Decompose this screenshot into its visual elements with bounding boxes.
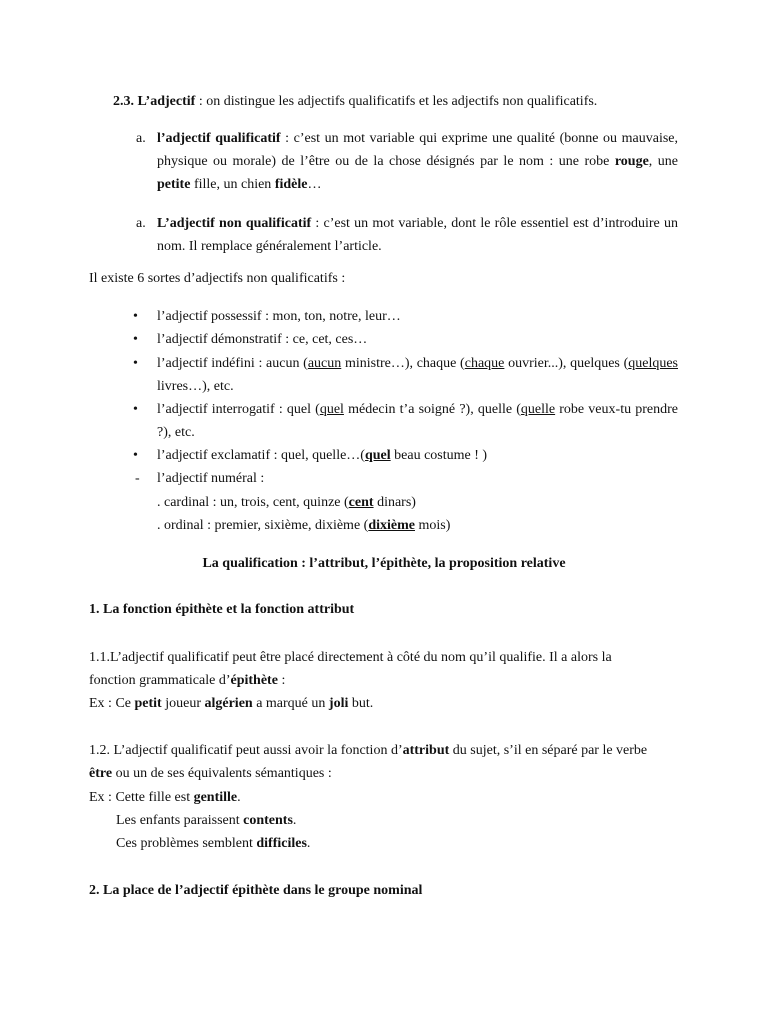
underlined-quel: quel bbox=[319, 402, 344, 417]
ex2-word-contents: contents bbox=[243, 813, 293, 828]
underlined-quelle: quelle bbox=[520, 402, 556, 417]
example-2-line-2 bbox=[116, 809, 296, 832]
list-marker-a-2: a. bbox=[136, 216, 146, 231]
qualificatif-text-3: fille, un chien bbox=[190, 177, 275, 192]
p12-text-a: 1.2. L’adjectif qualificatif peut aussi avoir la fonction d’ bbox=[89, 743, 403, 758]
cardinal-text-b: dinars) bbox=[373, 495, 416, 510]
interrogatif-text-b: médecin t’a soigné ?), quelle ( bbox=[343, 402, 521, 417]
bullet: • bbox=[133, 356, 138, 371]
ex1-text-d: but. bbox=[348, 696, 374, 711]
underlined-bold-cent: cent bbox=[348, 495, 374, 510]
ordinal-text-b: mois) bbox=[414, 518, 451, 533]
ex2-line3-text-b: . bbox=[306, 836, 311, 851]
qualificatif-text-2: , une bbox=[648, 154, 678, 169]
section-intro-text: : on distingue les adjectifs qualificatifs et les adjectifs non qualificatifs. bbox=[195, 94, 598, 109]
bullet: • bbox=[133, 332, 138, 347]
underlined-bold-dixieme: dixième bbox=[368, 518, 415, 533]
qualification-heading-text: La qualification : l’attribut, l’épithète, la proposition relative bbox=[202, 556, 566, 571]
interrogatif-text-a: l’adjectif interrogatif : quel ( bbox=[157, 402, 320, 417]
underlined-aucun: aucun bbox=[307, 356, 342, 371]
heading-1-text: 1. La fonction épithète et la fonction attribut bbox=[89, 602, 355, 617]
qualificatif-text-1: : c’est un mot variable qui exprime une qualité (bonne ou mauvaise, physique ou morale) de l’être ou de la chose désignés par le nom : une robe bbox=[157, 131, 678, 169]
list-item-exclamatif bbox=[157, 444, 678, 467]
example-word-rouge: rouge bbox=[614, 154, 649, 169]
ex2-text-b: . bbox=[237, 790, 241, 805]
paragraph-1-1 bbox=[89, 646, 655, 692]
qualification-heading bbox=[0, 552, 768, 575]
ex2-word-difficiles: difficiles bbox=[256, 836, 307, 851]
p12-text-c: ou un de ses équivalents sémantiques : bbox=[112, 766, 332, 781]
ex2-word-gentille: gentille bbox=[193, 790, 238, 805]
ex1-word-petit: petit bbox=[134, 696, 162, 711]
bullet: • bbox=[133, 309, 138, 324]
six-types-intro: Il existe 6 sortes d’adjectifs non qualificatifs : bbox=[89, 271, 346, 286]
p12-text-b: du sujet, s’il en séparé par le verbe bbox=[449, 743, 648, 758]
heading-2 bbox=[89, 879, 422, 902]
underlined-quelques: quelques bbox=[628, 356, 678, 371]
example-1 bbox=[89, 692, 373, 715]
list-item-numeral: l’adjectif numéral : bbox=[157, 471, 265, 486]
list-item-indefini bbox=[157, 352, 678, 398]
underlined-bold-quel: quel bbox=[364, 448, 391, 463]
underlined-chaque: chaque bbox=[464, 356, 505, 371]
exclamatif-text-b: beau costume ! ) bbox=[390, 448, 488, 463]
p11-text-a: 1.1.L’adjectif qualificatif peut être placé directement à côté du nom qu’il qualifie. Il a alors la fonction grammaticale d’ bbox=[89, 650, 612, 688]
ex1-text-c: a marqué un bbox=[252, 696, 329, 711]
list-marker-a-1: a. bbox=[136, 131, 146, 146]
non-qualificatif-term: L’adjectif non qualificatif bbox=[157, 216, 312, 231]
indefini-text-d: livres…), etc. bbox=[157, 379, 234, 394]
ex1-text-a: Ex : Ce bbox=[89, 696, 135, 711]
p11-term-epithete: épithète bbox=[230, 673, 278, 688]
paragraph-1-2 bbox=[89, 739, 657, 785]
ex2-line2-text-a: Les enfants paraissent bbox=[116, 813, 244, 828]
example-word-fidele: fidèle bbox=[274, 177, 308, 192]
ex1-text-b: joueur bbox=[161, 696, 205, 711]
ordinal-text-a: . ordinal : premier, sixième, dixième ( bbox=[157, 518, 369, 533]
p12-term-etre: être bbox=[89, 766, 113, 781]
numeral-cardinal-line bbox=[157, 491, 416, 514]
cardinal-text-a: . cardinal : un, trois, cent, quinze ( bbox=[157, 495, 349, 510]
qualificatif-term: l’adjectif qualificatif bbox=[157, 131, 281, 146]
list-item-demonstratif: l’adjectif démonstratif : ce, cet, ces… bbox=[157, 332, 368, 347]
ex2-text-a: Ex : Cette fille est bbox=[89, 790, 194, 805]
indefini-text-c: ouvrier...), quelques ( bbox=[504, 356, 629, 371]
ex2-line3-text-a: Ces problèmes semblent bbox=[116, 836, 257, 851]
list-item-interrogatif bbox=[157, 398, 678, 444]
ex2-line2-text-b: . bbox=[292, 813, 297, 828]
list-item-possessif: l’adjectif possessif : mon, ton, notre, leur… bbox=[157, 309, 401, 324]
heading-2-text: 2. La place de l’adjectif épithète dans le groupe nominal bbox=[89, 883, 423, 898]
p12-term-attribut: attribut bbox=[402, 743, 450, 758]
bullet: • bbox=[133, 402, 138, 417]
ex1-word-joli: joli bbox=[328, 696, 349, 711]
example-word-petite: petite bbox=[157, 177, 191, 192]
section-title: L’adjectif bbox=[137, 94, 196, 109]
heading-1 bbox=[89, 598, 354, 621]
example-2-line-3 bbox=[116, 832, 310, 855]
exclamatif-text-a: l’adjectif exclamatif : quel, quelle…( bbox=[157, 448, 365, 463]
qualificatif-paragraph bbox=[157, 127, 678, 196]
section-2-3-line bbox=[113, 90, 673, 113]
indefini-text-a: l’adjectif indéfini : aucun ( bbox=[157, 356, 308, 371]
qualificatif-text-4: … bbox=[307, 177, 322, 192]
non-qualificatif-paragraph bbox=[157, 212, 678, 258]
dash: - bbox=[135, 471, 140, 486]
p11-text-b: : bbox=[277, 673, 286, 688]
non-qualificatif-text: : c’est un mot variable, dont le rôle essentiel est d’introduire un nom. Il remplace généralement l’article. bbox=[157, 216, 678, 254]
bullet: • bbox=[133, 448, 138, 463]
interrogatif-text-c: robe veux-tu prendre ?), etc. bbox=[157, 402, 678, 440]
ex1-word-algerien: algérien bbox=[204, 696, 253, 711]
section-number: 2.3. bbox=[113, 94, 134, 109]
indefini-text-b: ministre…), chaque ( bbox=[341, 356, 465, 371]
numeral-ordinal-line bbox=[157, 514, 450, 537]
example-2-line-1 bbox=[89, 786, 241, 809]
